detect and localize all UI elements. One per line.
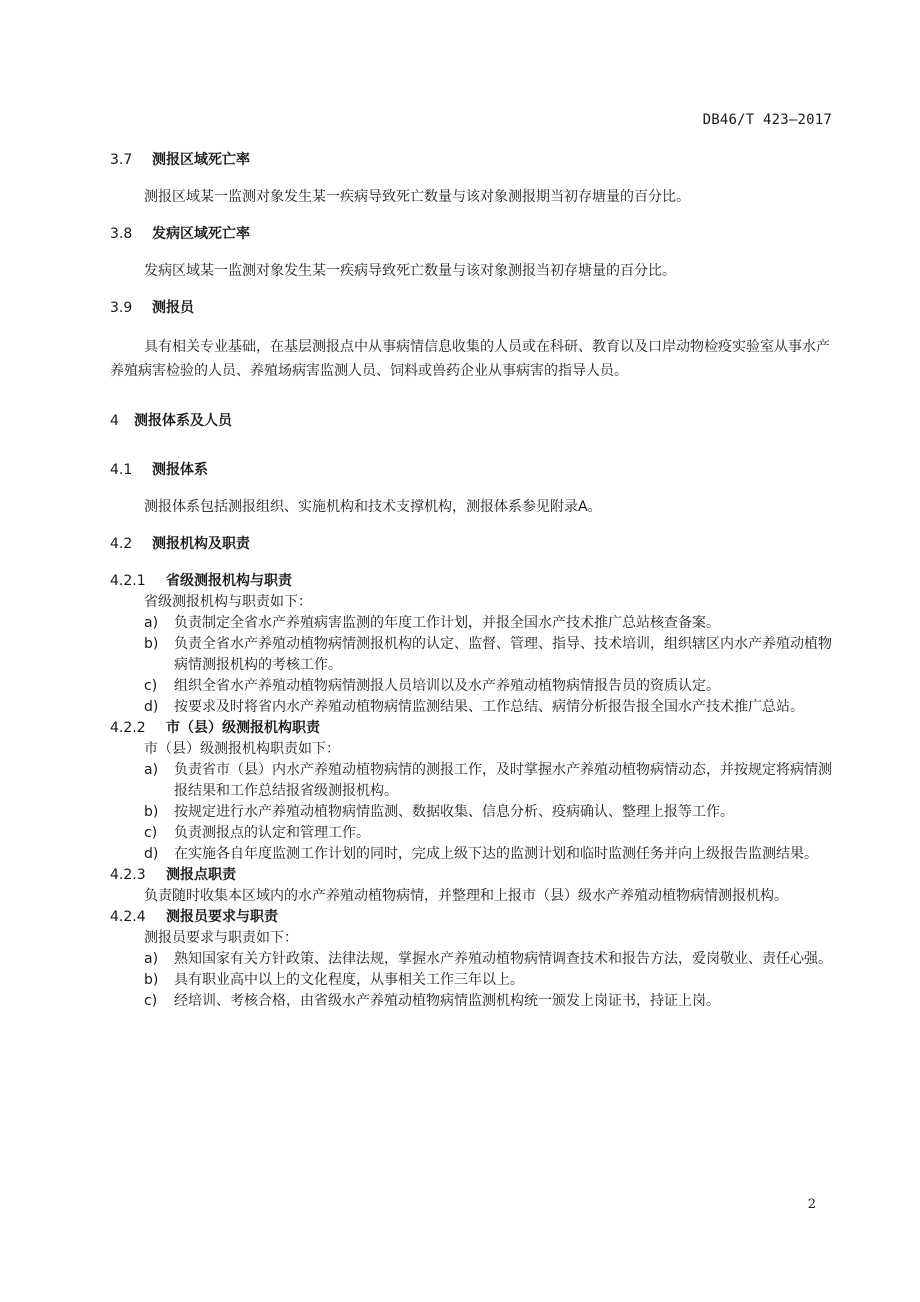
standard-code: DB46/T 423—2017 (702, 112, 832, 128)
paragraph: 省级测报机构与职责如下： (144, 594, 312, 610)
list-marker: d) (144, 846, 159, 862)
list-item (0, 949, 920, 970)
list-marker: c) (144, 678, 158, 694)
list-text: 按规定进行水产养殖动植物病情监测、数据收集、信息分析、疫病确认、整理上报等工作。 (174, 804, 734, 820)
list-item (0, 697, 920, 718)
heading-4-2-4 (0, 907, 920, 928)
clause-title: 测报区域死亡率 (152, 152, 250, 168)
list-text: 组织全省水产养殖动植物病情测报人员培训以及水产养殖动植物病情报告员的资质认定。 (174, 678, 720, 694)
clause-title: 测报体系及人员 (134, 413, 232, 429)
list-marker: b) (144, 972, 159, 988)
heading-4-2 (0, 534, 920, 555)
document-body (0, 150, 920, 1012)
heading-4-2-3 (0, 865, 920, 886)
clause-number: 4.2.4 (110, 909, 146, 925)
heading-3-7 (0, 150, 920, 171)
heading-3-9 (0, 298, 920, 319)
list-marker: b) (144, 636, 159, 652)
list-text: 按要求及时将省内水产养殖动植物病情监测结果、工作总结、病情分析报告报全国水产技术推广总站。 (174, 699, 804, 715)
clause-title: 测报员要求与职责 (166, 909, 278, 925)
clause-title: 测报员 (152, 300, 194, 316)
clause-number: 3.8 (110, 226, 133, 242)
list-marker: d) (144, 699, 159, 715)
list-text: 负责全省水产养殖动植物病情测报机构的认定、监督、管理、指导、技术培训，组织辖区内水产养殖动植物病情测报机构的考核工作。 (174, 636, 832, 673)
list-item (0, 823, 920, 844)
list-marker: b) (144, 804, 159, 820)
list-text: 经培训、考核合格，由省级水产养殖动植物病情监测机构统一颁发上岗证书，持证上岗。 (174, 993, 720, 1009)
list-text: 具有职业高中以上的文化程度，从事相关工作三年以上。 (174, 972, 524, 988)
heading-3-8 (0, 224, 920, 245)
list-item (0, 634, 920, 676)
paragraph: 测报体系包括测报组织、实施机构和技术支撑机构，测报体系参见附录A。 (144, 499, 602, 515)
list-text: 负责制定全省水产养殖病害监测的年度工作计划，并报全国水产技术推广总站核查备案。 (174, 615, 720, 631)
list-text: 负责测报点的认定和管理工作。 (174, 825, 370, 841)
clause-number: 4 (110, 413, 119, 429)
list-item (0, 970, 920, 991)
heading-4 (0, 411, 920, 432)
clause-title: 测报体系 (152, 462, 208, 478)
clause-title: 省级测报机构与职责 (166, 573, 292, 589)
list-text: 在实施各自年度监测工作计划的同时，完成上级下达的监测计划和临时监测任务并向上级报告监测结果。 (174, 846, 818, 862)
heading-4-1 (0, 460, 920, 481)
clause-number: 4.2.2 (110, 720, 146, 736)
clause-title: 测报点职责 (166, 867, 236, 883)
paragraph: 负责随时收集本区域内的水产养殖动植物病情，并整理和上报市（县）级水产养殖动植物病情测报机构。 (144, 888, 788, 904)
list-item (0, 844, 920, 865)
clause-number: 4.2 (110, 536, 133, 552)
page-number: 2 (807, 1197, 816, 1212)
heading-4-2-2 (0, 718, 920, 739)
clause-title: 测报机构及职责 (152, 536, 250, 552)
clause-number: 4.1 (110, 462, 133, 478)
heading-4-2-1 (0, 571, 920, 592)
paragraph: 测报区域某一监测对象发生某一疾病导致死亡数量与该对象测报期当初存塘量的百分比。 (144, 189, 690, 205)
clause-number: 4.2.1 (110, 573, 146, 589)
list-item (0, 760, 920, 802)
clause-number: 3.9 (110, 300, 133, 316)
list-item (0, 613, 920, 634)
list-marker: a) (144, 615, 159, 631)
clause-title: 市（县）级测报机构职责 (166, 720, 320, 736)
paragraph: 测报员要求与职责如下： (144, 930, 298, 946)
list-item (0, 802, 920, 823)
list-marker: c) (144, 993, 158, 1009)
list-item (0, 991, 920, 1012)
paragraph: 市（县）级测报机构职责如下： (144, 741, 340, 757)
list-marker: a) (144, 951, 159, 967)
paragraph: 发病区域某一监测对象发生某一疾病导致死亡数量与该对象测报当初存塘量的百分比。 (144, 263, 676, 279)
list-item (0, 676, 920, 697)
list-text: 负责省市（县）内水产养殖动植物病情的测报工作，及时掌握水产养殖动植物病情动态，并按规定将病情测报结果和工作总结报省级测报机构。 (174, 762, 832, 799)
clause-number: 3.7 (110, 152, 133, 168)
paragraph: 具有相关专业基础，在基层测报点中从事病情信息收集的人员或在科研、教育以及口岸动物检疫实验室从事水产养殖病害检验的人员、养殖场病害监测人员、饲料或兽药企业从事病害的指导人员。 (110, 339, 830, 379)
clause-number: 4.2.3 (110, 867, 146, 883)
list-marker: c) (144, 825, 158, 841)
list-marker: a) (144, 762, 159, 778)
list-text: 熟知国家有关方针政策、法律法规，掌握水产养殖动植物病情调查技术和报告方法，爱岗敬业、责任心强。 (174, 951, 832, 967)
clause-title: 发病区域死亡率 (152, 226, 250, 242)
